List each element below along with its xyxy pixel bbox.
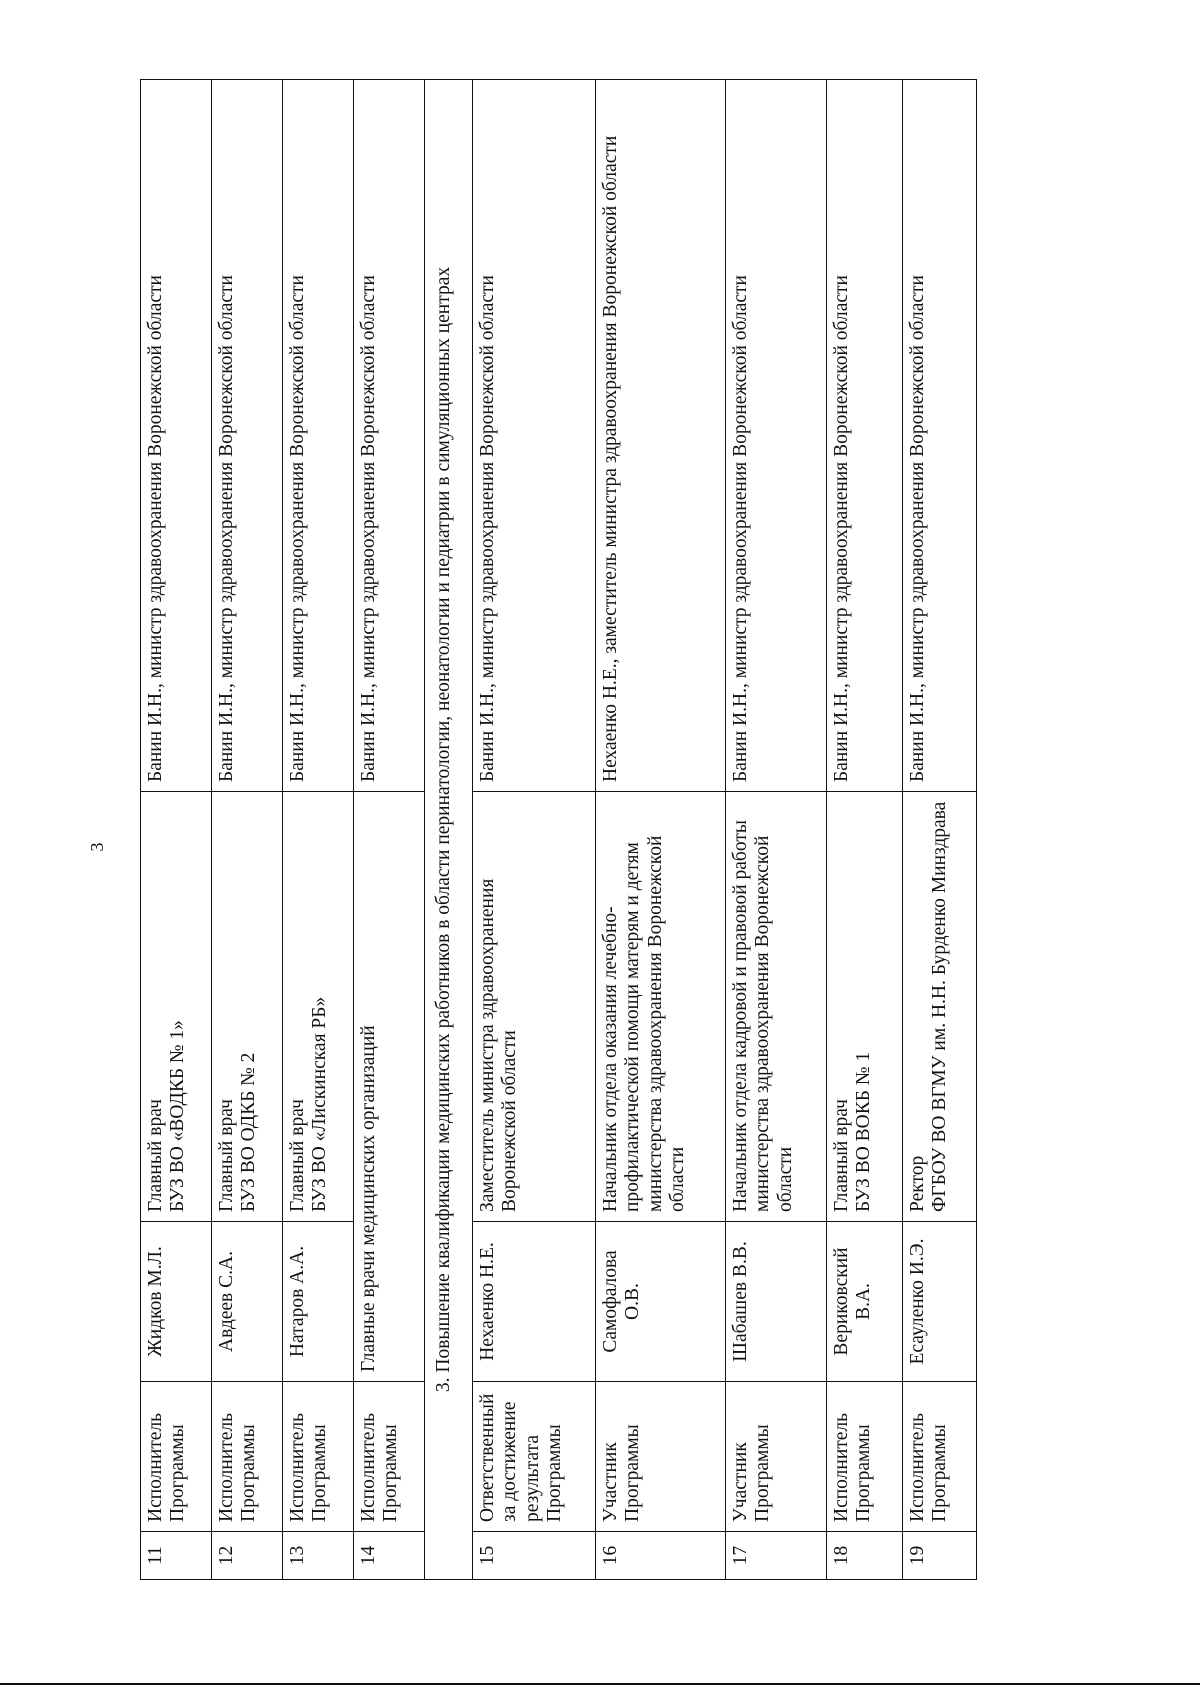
person-cell: Вериковский В.А.	[827, 1222, 903, 1382]
table-row	[212, 80, 283, 1580]
role-cell: Ответственный за достижение результата Программы	[473, 1382, 596, 1532]
row-number: 14	[354, 1532, 425, 1580]
section-title: 3. Повышение квалификации медицинских работников в области перинатологии, неонатологии и педиатрии в симуляционных центрах	[425, 80, 473, 1580]
role-cell: Исполнитель Программы	[354, 1382, 425, 1532]
responsible-cell: Банин И.Н., министр здравоохранения Воронежской области	[726, 80, 827, 792]
table-row	[354, 80, 425, 1580]
assignments-table	[140, 79, 977, 1580]
table-row	[141, 80, 212, 1580]
row-number: 19	[903, 1532, 977, 1580]
section-header-row	[425, 80, 473, 1580]
row-number: 18	[827, 1532, 903, 1580]
responsible-cell: Банин И.Н., министр здравоохранения Воронежской области	[283, 80, 354, 792]
role-cell: Участник Программы	[596, 1382, 726, 1532]
position-cell: Главный врач БУЗ ВО ВОКБ № 1	[827, 792, 903, 1222]
row-number: 13	[283, 1532, 354, 1580]
role-cell: Участник Программы	[726, 1382, 827, 1532]
table-row	[283, 80, 354, 1580]
role-cell: Исполнитель Программы	[141, 1382, 212, 1532]
role-cell: Исполнитель Программы	[903, 1382, 977, 1532]
responsible-cell: Банин И.Н., министр здравоохранения Воронежской области	[473, 80, 596, 792]
responsible-cell: Банин И.Н., министр здравоохранения Воронежской области	[354, 80, 425, 792]
position-cell: Ректор ФГБОУ ВО ВГМУ им. Н.Н. Бурденко Минздрава	[903, 792, 977, 1222]
table-row	[827, 80, 903, 1580]
row-number: 17	[726, 1532, 827, 1580]
table-row	[596, 80, 726, 1580]
role-cell: Исполнитель Программы	[283, 1382, 354, 1532]
person-cell: Натаров А.А.	[283, 1222, 354, 1382]
row-number: 12	[212, 1532, 283, 1580]
position-cell: Заместитель министра здравоохранения Воронежской области	[473, 792, 596, 1222]
row-number: 16	[596, 1532, 726, 1580]
row-number: 11	[141, 1532, 212, 1580]
person-cell: Жидков М.Л.	[141, 1222, 212, 1382]
position-cell: Главный врач БУЗ ВО «Лискинская РБ»	[283, 792, 354, 1222]
role-cell: Исполнитель Программы	[827, 1382, 903, 1532]
row-number: 15	[473, 1532, 596, 1580]
position-cell: Главный врач БУЗ ВО «ВОДКБ № 1»	[141, 792, 212, 1222]
rotated-content	[140, 80, 1020, 1580]
person-cell: Самофалова О.В.	[596, 1222, 726, 1382]
responsible-cell: Банин И.Н., министр здравоохранения Воронежской области	[212, 80, 283, 792]
table-row	[903, 80, 977, 1580]
table-row	[726, 80, 827, 1580]
position-cell: Начальник отдела кадровой и правовой работы министерства здравоохранения Воронежской области	[726, 792, 827, 1222]
page-number: 3	[87, 842, 107, 852]
person-cell: Шабашев В.В.	[726, 1222, 827, 1382]
scan-edge-line	[0, 1683, 1200, 1685]
table-row	[473, 80, 596, 1580]
role-cell: Исполнитель Программы	[212, 1382, 283, 1532]
responsible-cell: Банин И.Н., министр здравоохранения Воронежской области	[141, 80, 212, 792]
person-cell: Есауленко И.Э.	[903, 1222, 977, 1382]
responsible-cell: Нехаенко Н.Е., заместитель министра здравоохранения Воронежской области	[596, 80, 726, 792]
responsible-cell: Банин И.Н., министр здравоохранения Воронежской области	[903, 80, 977, 792]
responsible-cell: Банин И.Н., министр здравоохранения Воронежской области	[827, 80, 903, 792]
merged-organizations-cell: Главные врачи медицинских организаций	[354, 792, 425, 1382]
position-cell: Начальник отдела оказания лечебно-профилактической помощи матерям и детям министерства здравоохранения Воронежской области	[596, 792, 726, 1222]
person-cell: Авдеев С.А.	[212, 1222, 283, 1382]
rotated-table-frame	[140, 80, 1020, 1580]
person-cell: Нехаенко Н.Е.	[473, 1222, 596, 1382]
position-cell: Главный врач БУЗ ВО ОДКБ № 2	[212, 792, 283, 1222]
